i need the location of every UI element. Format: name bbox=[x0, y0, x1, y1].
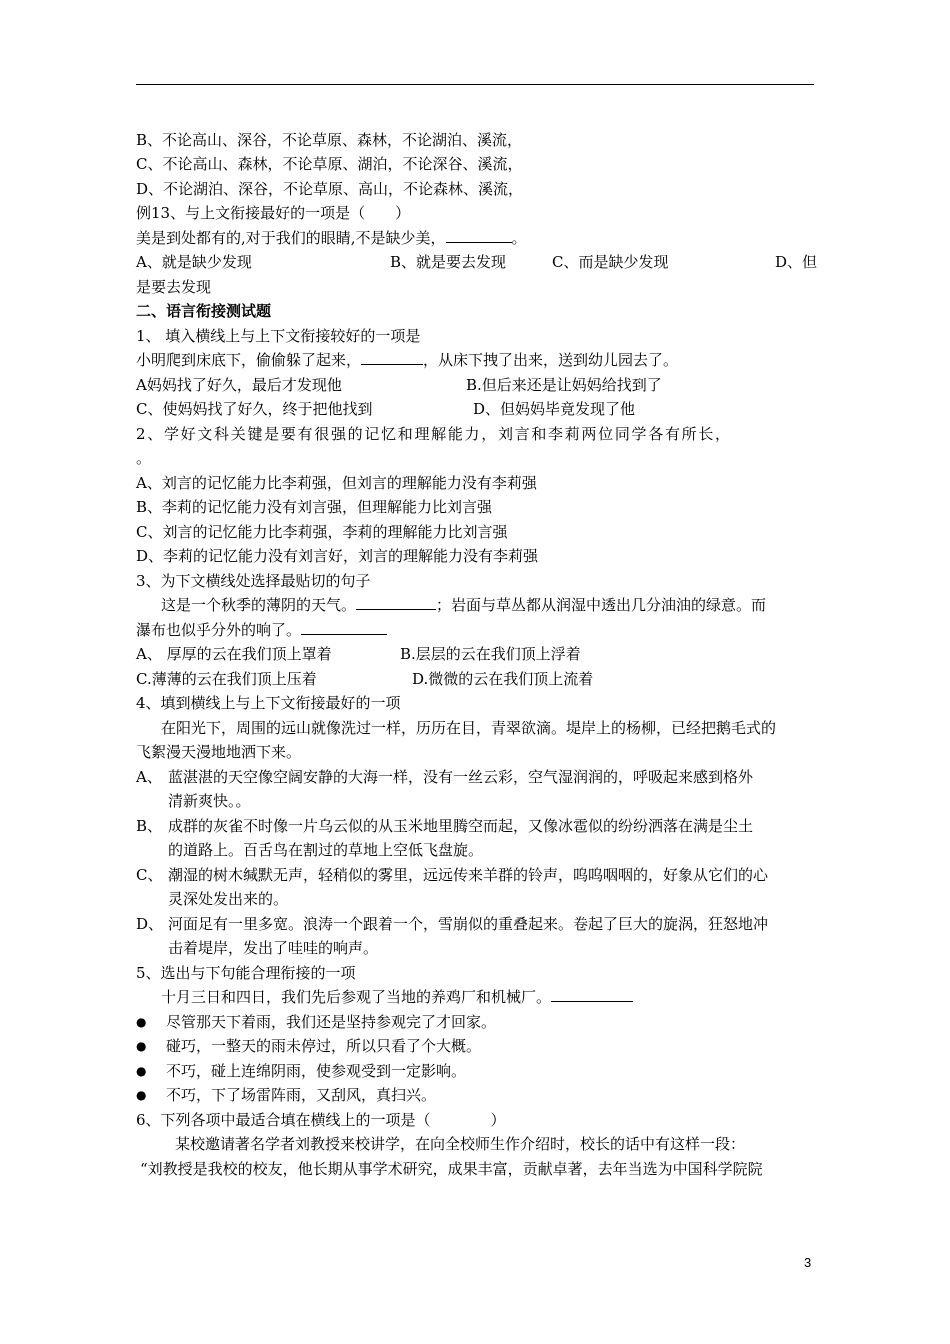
q3-stem-cont bbox=[136, 620, 814, 640]
q5-stem bbox=[161, 987, 814, 1007]
answer-blank bbox=[356, 595, 436, 610]
bullet-icon: ● bbox=[136, 1015, 147, 1029]
example-13-stem bbox=[136, 228, 814, 248]
q4-option-d-cont: 击着堤岸，发出了哇哇的响声。 bbox=[168, 939, 379, 957]
option-b: B.但后来还是让妈妈给找到了 bbox=[466, 376, 662, 394]
option-text: 不巧，碰上连绵阴雨，使参观受到一定影响。 bbox=[166, 1062, 467, 1080]
option-text: 河面足有一里多宽。浪涛一个跟着一个，雪崩似的重叠起来。卷起了巨大的旋涡，狂怒地冲 bbox=[168, 915, 769, 933]
q2-option-b: B、李莉的记忆能力没有刘言强，但理解能力比刘言强 bbox=[136, 498, 493, 516]
q2-option-c: C、刘言的记忆能力比李莉强，李莉的理解能力比刘言强 bbox=[136, 523, 508, 541]
q5-title: 5、选出与下句能合理衔接的一项 bbox=[136, 964, 356, 982]
option-a: A妈妈找了好久，最后才发现他 bbox=[136, 376, 342, 394]
q4-option-a-cont: 清新爽快。。 bbox=[168, 792, 251, 810]
page-number: 3 bbox=[804, 1255, 812, 1270]
q1-stem-start: 小明爬到床底下，偷偷躲了起来， bbox=[136, 351, 362, 369]
q6-quote: “刘教授是我校的校友，他长期从事学术研究，成果丰富，贡献卓著，去年当选为中国科学院院 bbox=[140, 1160, 763, 1178]
q3-title: 3、为下文横线处选择最贴切的句子 bbox=[136, 572, 371, 590]
option-c: C、而是缺少发现 bbox=[552, 253, 669, 271]
option-label: D、 bbox=[136, 915, 164, 933]
q4-option-b-cont: 的道路上。百舌鸟在割过的草地上空低飞盘旋。 bbox=[168, 841, 484, 859]
q1-stem bbox=[136, 350, 814, 370]
q3-stem-end: ；岩面与草丛都从润湿中透出几分油油的绿意。而 bbox=[436, 596, 767, 614]
option-text: 蓝湛湛的天空像空阔安静的大海一样，没有一丝云彩，空气湿润润的，呼吸起来感到格外 bbox=[168, 768, 754, 786]
stem-end: 。 bbox=[511, 229, 527, 247]
q2-option-a: A、刘言的记忆能力比李莉强，但刘言的理解能力没有李莉强 bbox=[136, 474, 537, 492]
header-rule bbox=[136, 84, 814, 85]
option-b: B.层层的云在我们顶上浮着 bbox=[400, 645, 581, 663]
q4-stem-cont: 飞絮漫天漫地地洒下来。 bbox=[136, 743, 302, 761]
option-text: 尽管那天下着雨，我们还是坚持参观完了才回家。 bbox=[166, 1013, 497, 1031]
option-text: 潮湿的树木缄默无声，轻稍似的雾里，远远传来羊群的铃声，呜呜咽咽的，好象从它们的心 bbox=[168, 866, 769, 884]
example-13-question: 例13、与上文衔接最好的一项是（ ） bbox=[136, 204, 411, 222]
option-a: A、 厚厚的云在我们顶上罩着 bbox=[136, 645, 332, 663]
q3-stem-start: 这是一个秋季的薄阴的天气。 bbox=[161, 596, 357, 614]
option-d: D、但妈妈毕竟发现了他 bbox=[473, 400, 636, 418]
q6-title: 6、下列各项中最适合填在横线上的一项是（ ） bbox=[136, 1111, 506, 1129]
q2-stem-end: 。 bbox=[136, 449, 152, 467]
option-c: C.薄薄的云在我们顶上压着 bbox=[136, 670, 317, 688]
answer-blank bbox=[446, 228, 512, 243]
q4-option-c-cont: 灵深处发出来的。 bbox=[168, 890, 289, 908]
answer-blank bbox=[301, 620, 387, 635]
q3-stem bbox=[161, 595, 814, 615]
q2-option-d: D、李莉的记忆能力没有刘言好，刘言的理解能力没有李莉强 bbox=[136, 547, 539, 565]
option-text: 碰巧，一整天的雨未停过，所以只看了个大概。 bbox=[166, 1037, 482, 1055]
option-a: A、就是缺少发现 bbox=[136, 253, 252, 271]
q1-stem-end: ，从床下拽了出来，送到幼儿园去了。 bbox=[423, 351, 679, 369]
option-c: C、使妈妈找了好久，终于把他找到 bbox=[136, 400, 373, 418]
option-c: C、不论高山、森林，不论草原、湖泊，不论深谷、溪流， bbox=[136, 155, 523, 173]
q4-stem: 在阳光下，周围的远山就像洗过一样，历历在目，青翠欲滴。堤岸上的杨柳，已经把鹅毛式的 bbox=[161, 719, 777, 737]
answer-blank bbox=[361, 350, 423, 365]
section-heading: 二、语言衔接测试题 bbox=[136, 302, 272, 320]
q3-stem-cont-text: 瀑布也似乎分外的响了。 bbox=[136, 621, 302, 639]
bullet-icon: ● bbox=[136, 1088, 147, 1102]
bullet-icon: ● bbox=[136, 1039, 147, 1053]
option-d: D、但 bbox=[775, 253, 818, 271]
bullet-icon: ● bbox=[136, 1064, 147, 1078]
option-d-cont: 是要去发现 bbox=[136, 278, 212, 296]
option-label: A、 bbox=[136, 768, 162, 786]
option-d: D.微微的云在我们顶上流着 bbox=[412, 670, 594, 688]
q4-title: 4、填到横线上与上下文衔接最好的一项 bbox=[136, 694, 401, 712]
answer-blank bbox=[551, 987, 633, 1002]
option-b: B、不论高山、深谷，不论草原、森林，不论湖泊、溪流， bbox=[136, 131, 523, 149]
option-b: B、就是要去发现 bbox=[390, 253, 507, 271]
option-label: B、 bbox=[136, 817, 163, 835]
q5-stem-text: 十月三日和四日，我们先后参观了当地的养鸡厂和机械厂。 bbox=[161, 988, 552, 1006]
option-text: 不巧，下了场雷阵雨，又刮风，真扫兴。 bbox=[166, 1086, 437, 1104]
option-label: C、 bbox=[136, 866, 163, 884]
option-d: D、不论湖泊、深谷，不论草原、高山，不论森林、溪流， bbox=[136, 180, 524, 198]
stem-text: 美是到处都有的,对于我们的眼睛,不是缺少美， bbox=[136, 229, 446, 247]
q6-stem: 某校邀请著名学者刘教授来校讲学，在向全校师生作介绍时，校长的话中有这样一段： bbox=[175, 1135, 746, 1153]
q2-stem: 2、学好文科关键是要有很强的记忆和理解能力，刘言和李莉两位同学各有所长， bbox=[136, 425, 732, 443]
q1-title: 1、 填入横线上与上下文衔接较好的一项是 bbox=[136, 327, 421, 345]
option-text: 成群的灰雀不时像一片乌云似的从玉米地里腾空而起，又像冰雹似的纷纷洒落在满是尘土 bbox=[168, 817, 754, 835]
